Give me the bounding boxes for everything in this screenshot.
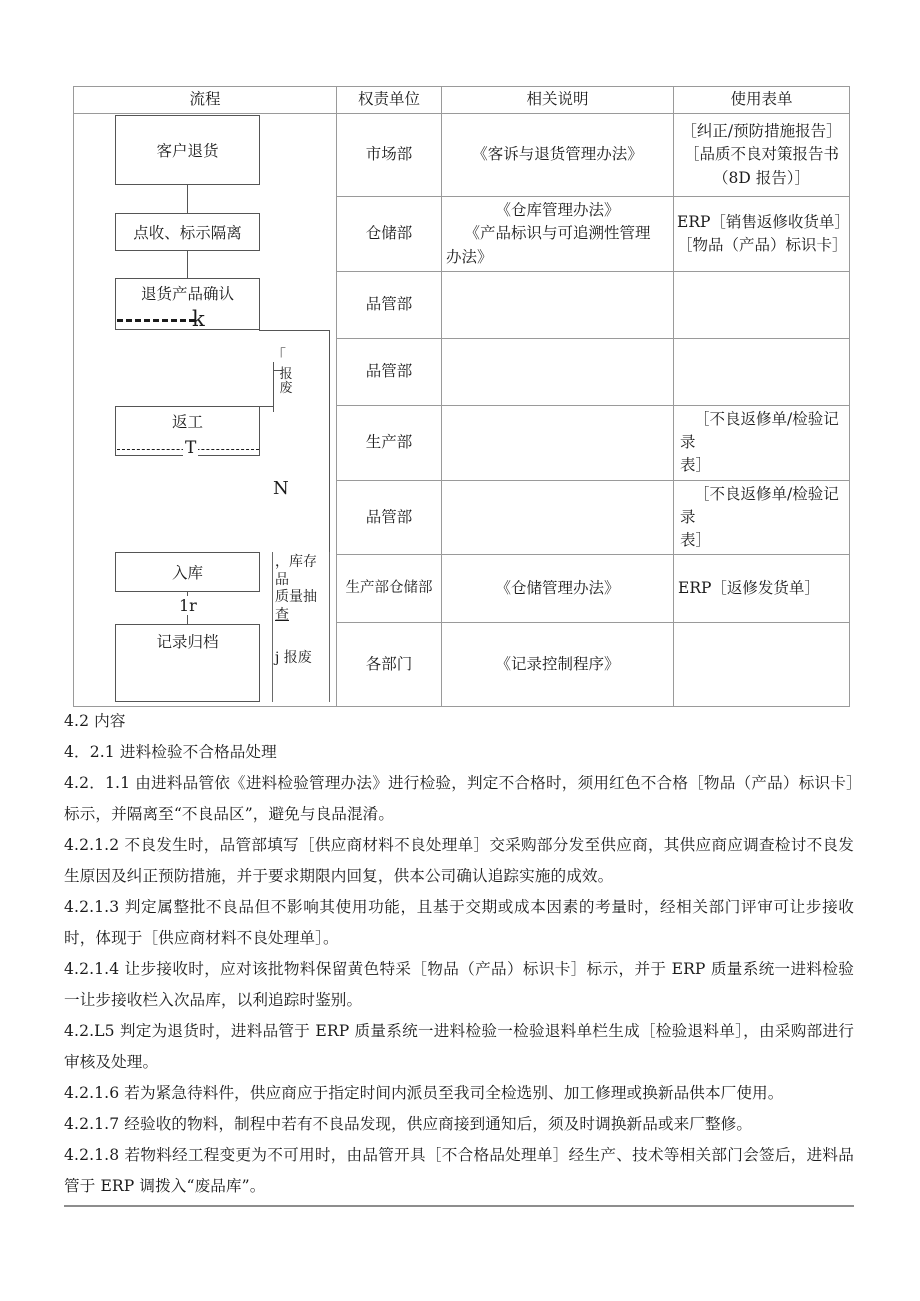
cell-form xyxy=(674,480,850,555)
scrap-char-2: 废 xyxy=(279,380,293,396)
form-line: ［品质不良对策报告书 xyxy=(683,145,839,164)
desc-line: 办法》 xyxy=(446,247,493,266)
cell-unit: 市场部 xyxy=(337,114,442,197)
flow-box-label: 记录归档 xyxy=(156,633,219,651)
flow-box-label: 返工 xyxy=(171,413,203,431)
section-heading: 4.2 内容 xyxy=(64,712,126,730)
desc-line: 《产品标识与可追溯性管理 xyxy=(464,224,651,243)
column-header-form: 使用表单 xyxy=(674,87,850,114)
cell-desc: 《记录控制程序》 xyxy=(442,623,674,707)
cell-desc xyxy=(442,480,674,555)
paragraph: 4.2.1.3 判定属整批不良品但不影响其使用功能，且基于交期或成本因素的考量时，经相关部门评审可让步接收时，体现于［供应商材料不良处理单］。 xyxy=(64,898,854,947)
column-header-desc: 相关说明 xyxy=(442,87,674,114)
form-line: 表］ xyxy=(680,456,712,475)
cell-desc xyxy=(442,197,674,272)
body-content xyxy=(64,706,854,1202)
cell-form xyxy=(674,405,850,480)
note-line: ，库存品 xyxy=(275,554,317,588)
cell-form xyxy=(674,114,850,197)
table-header-row xyxy=(74,87,850,114)
note-line-scrap: j 报废 xyxy=(275,650,312,666)
table-row xyxy=(74,114,850,197)
scrap-char-1: 报 xyxy=(279,367,293,382)
note-line: 查 xyxy=(275,606,289,623)
branch-label-n: N xyxy=(273,478,289,499)
cell-form xyxy=(674,197,850,272)
paragraph: 4.2.1.7 经验收的物料，制程中若有不良品发现，供应商接到通知后，须及时调换新品或来厂整修。 xyxy=(64,1115,753,1133)
paragraph: 4.2.1.4 让步接收时，应对该批物料保留黄色特采［物品（产品）标识卡］标示，并于 ERP 质量系统一进料检验一让步接收栏入次品库，以利追踪时鉴别。 xyxy=(64,960,854,1009)
cell-unit: 仓储部 xyxy=(337,197,442,272)
flow-box-label: 退货产品确认 xyxy=(140,285,234,303)
cell-unit: 生产部仓储部 xyxy=(337,555,442,623)
cell-form xyxy=(674,271,850,338)
flow-box-label: 客户退货 xyxy=(156,142,219,160)
form-line: ［物品（产品）标识卡］ xyxy=(677,235,848,254)
column-header-flow: 流程 xyxy=(74,87,337,114)
cell-unit: 品管部 xyxy=(337,271,442,338)
cell-desc xyxy=(442,271,674,338)
cell-form xyxy=(674,338,850,405)
footer-divider xyxy=(64,1205,854,1207)
flow-box-label: 入库 xyxy=(171,564,203,582)
flowchart-cell xyxy=(74,114,337,707)
paragraph: 4.2．1.1 由进料品管依《进料检验管理办法》进行检验，判定不合格时，须用红色不合格［物品（产品）标识卡］标示，并隔离至“不良品区”，避免与良品混淆。 xyxy=(64,774,854,823)
form-line: 表］ xyxy=(680,531,712,549)
cell-form: ERP［返修发货单］ xyxy=(674,555,850,623)
cell-desc: 《客诉与退货管理办法》 xyxy=(442,114,674,197)
cell-desc xyxy=(442,405,674,480)
form-line: （8D 报告）］ xyxy=(713,168,810,187)
form-line: ［不良返修单/检验记录 xyxy=(680,409,839,451)
cell-desc: 《仓储管理办法》 xyxy=(442,555,674,623)
desc-line: 《仓库管理办法》 xyxy=(495,201,620,219)
form-line: ［纠正/预防措施报告］ xyxy=(681,122,842,141)
flow-box-label: 点收、标示隔离 xyxy=(133,224,242,242)
note-bracket-icon: 「 xyxy=(271,346,287,364)
paragraph: 4.2.1.2 不良发生时，品管部填写［供应商材料不良处理单］交采购部分发至供应商，其供应商应调查检讨不良发生原因及纠正预防措施，并于要求期限内回复，供本公司确认追踪实施的成效。 xyxy=(64,836,854,885)
paragraph: 4.2.1.6 若为紧急待料件，供应商应于指定时间内派员至我司全检选别、加工修理或换新品供本厂使用。 xyxy=(64,1084,784,1102)
subsection-heading: 4．2.1 进料检验不合格品处理 xyxy=(64,743,277,761)
cell-unit: 品管部 xyxy=(337,338,442,405)
cell-unit: 各部门 xyxy=(337,623,442,707)
process-table xyxy=(73,86,850,707)
cell-desc xyxy=(442,338,674,405)
decision-label-t: T xyxy=(185,438,197,458)
paragraph: 4.2.1.8 若物料经工程变更为不可用时，由品管开具［不合格品处理单］经生产、技术等相关部门会签后，进料品管于 ERP 调拨入“废品库”。 xyxy=(64,1146,854,1195)
form-line: ERP［销售返修收货单］ xyxy=(677,212,850,231)
note-line: 质量抽 xyxy=(275,589,317,605)
cell-unit: 品管部 xyxy=(337,480,442,555)
cell-form xyxy=(674,623,850,707)
column-header-unit: 权责单位 xyxy=(337,87,442,114)
arrow-marker: 1r xyxy=(179,596,197,615)
cell-unit: 生产部 xyxy=(337,405,442,480)
form-line: ［不良返修单/检验记录 xyxy=(680,484,839,526)
decision-label-k: k xyxy=(192,307,205,331)
paragraph: 4.2.L5 判定为退货时，进料品管于 ERP 质量系统一进料检验一检验退料单栏生成［检验退料单］，由采购部进行审核及处理。 xyxy=(64,1022,854,1071)
